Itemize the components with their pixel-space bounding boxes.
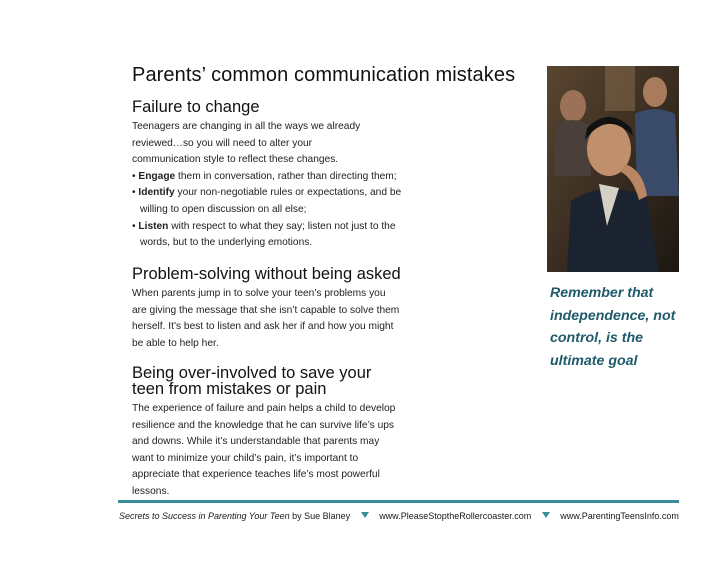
footer-divider [118,500,679,503]
bullet-keyword: Identify [138,187,175,199]
bullet-identify: • Identify your non-negotiable rules or expectations, and be willing to open discussion on all else; [132,187,402,215]
website-link-rollercoaster[interactable]: www.PleaseStoptheRollercoaster.com [379,511,532,521]
section-heading: Failure to change [132,98,260,116]
teen-photo [547,66,679,272]
bullet-text: them in conversation, rather than directing them; [175,170,397,182]
bullet-text: with respect to what they say; listen not just to the words, but to the underlying emotions. [140,220,396,249]
bullet-text: your non-negotiable rules or expectations, and be willing to open discussion on all else; [140,187,402,215]
pull-quote: Remember that independence, not control, is the ultimate goal [550,285,676,369]
book-title: Secrets to Success in Parenting Your Teen [119,511,290,521]
section-heading: Problem-solving without being asked [132,265,401,283]
bullet-keyword: Listen [138,220,169,232]
website-link-parenting-teens[interactable]: www.ParentingTeensInfo.com [560,511,679,521]
bullet-engage: • Engage them in conversation, rather than directing them; [132,170,397,182]
triangle-separator-icon [361,512,369,518]
section-body: The experience of failure and pain helps a child to develop resilience and the knowledge that he can survive life’s ups and downs. While it’s understandable that parents may want to minimize your child’s pain, it’s important to appreciate that experience teaches life’s most powerful lessons. [132,403,396,497]
bullet-keyword: Engage [138,170,176,182]
section-heading: Being over-involved to save your teen from mistakes or pain [132,364,372,398]
bullet-listen: • Listen with respect to what they say; listen not just to the words, but to the underlying emotions. [132,220,396,249]
section-over-involved [132,365,527,501]
book-author: by Sue Blaney [289,511,351,521]
footer [119,510,679,522]
page-title: Parents’ common communication mistakes [132,64,516,86]
section-intro: Teenagers are changing in all the ways we already reviewed…so you will need to alter your communication style to reflect these changes. [132,121,361,166]
section-failure-to-change [132,99,527,252]
section-problem-solving [132,266,527,352]
section-body: When parents jump in to solve your teen’s problems you are giving the message that she isn’t capable to solve them herself. It’s best to listen and ask her if and how you might be able to help her. [132,288,400,349]
triangle-separator-icon [542,512,550,518]
photo-illustration [547,66,679,272]
